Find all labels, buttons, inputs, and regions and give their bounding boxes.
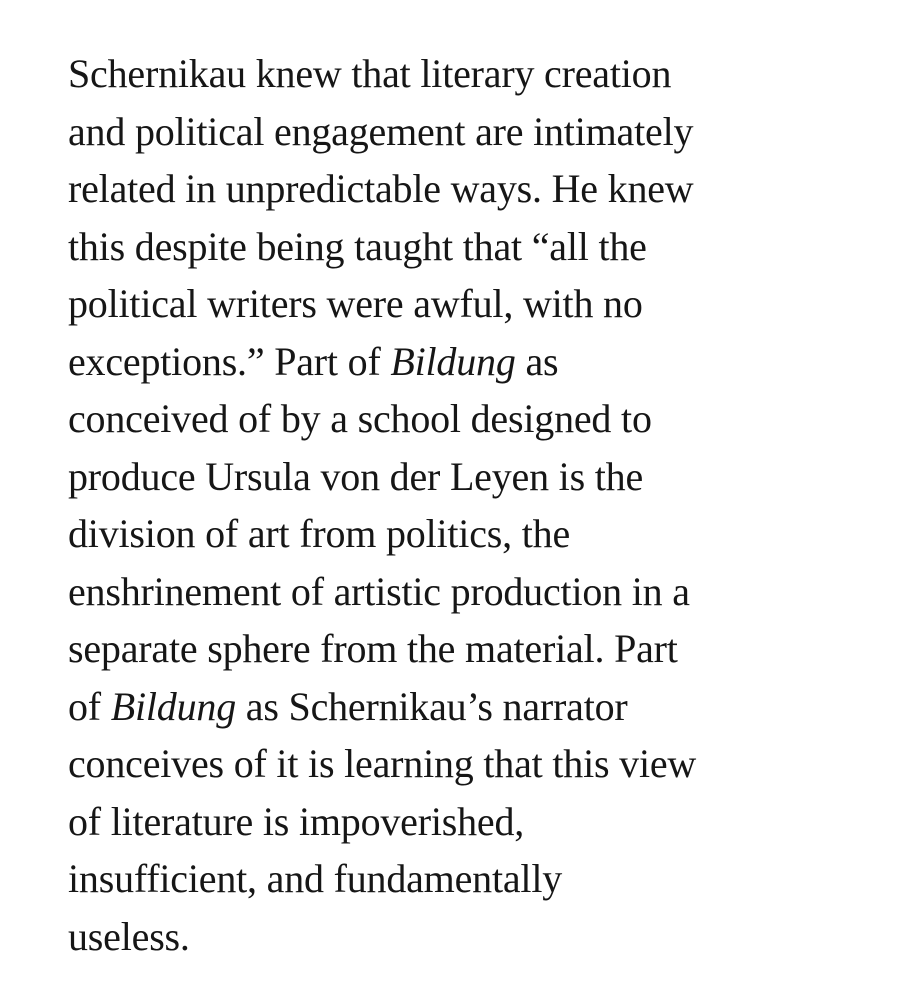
- text-line: [68, 793, 868, 851]
- text-segment: political writers were awful, with no: [68, 281, 643, 326]
- text-line: [68, 505, 868, 563]
- text-segment: exceptions.” Part of: [68, 338, 391, 384]
- text-segment: useless.: [68, 913, 190, 959]
- text-segment: enshrinement of artistic production in a: [68, 568, 690, 614]
- text-segment: and political engagement are intimately: [68, 108, 694, 154]
- italic-term: Bildung: [390, 338, 516, 384]
- text-line: [68, 908, 868, 966]
- text-segment: related in unpredictable ways. He knew: [68, 166, 694, 211]
- text-segment: of literature is impoverished,: [68, 798, 525, 844]
- article-paragraph: [68, 45, 868, 965]
- text-line: [68, 563, 868, 621]
- text-line: [68, 275, 868, 333]
- text-line: [68, 735, 868, 793]
- text-segment: division of art from politics, the: [68, 511, 571, 556]
- text-line: [68, 448, 868, 506]
- text-segment: conceived of by a school designed to: [68, 396, 652, 441]
- text-line: [68, 333, 868, 391]
- text-segment: this despite being taught that “all the: [68, 223, 647, 269]
- text-segment: separate sphere from the material. Part: [68, 626, 678, 671]
- text-line: [68, 160, 868, 218]
- text-line: [68, 103, 868, 161]
- text-line: [68, 620, 868, 678]
- text-segment: conceives of it is learning that this view: [68, 741, 697, 786]
- text-line: [68, 45, 868, 103]
- text-line: [68, 850, 868, 908]
- text-line: [68, 678, 868, 736]
- text-line: [68, 390, 868, 448]
- text-segment: insufficient, and fundamentally: [68, 856, 563, 901]
- text-segment: as: [515, 338, 559, 384]
- text-segment: Schernikau knew that literary creation: [68, 51, 672, 96]
- italic-term: Bildung: [110, 683, 236, 729]
- text-segment: produce Ursula von der Leyen is the: [68, 453, 644, 499]
- text-line: [68, 218, 868, 276]
- text-segment: as Schernikau’s narrator: [236, 683, 628, 729]
- text-segment: of: [68, 683, 111, 729]
